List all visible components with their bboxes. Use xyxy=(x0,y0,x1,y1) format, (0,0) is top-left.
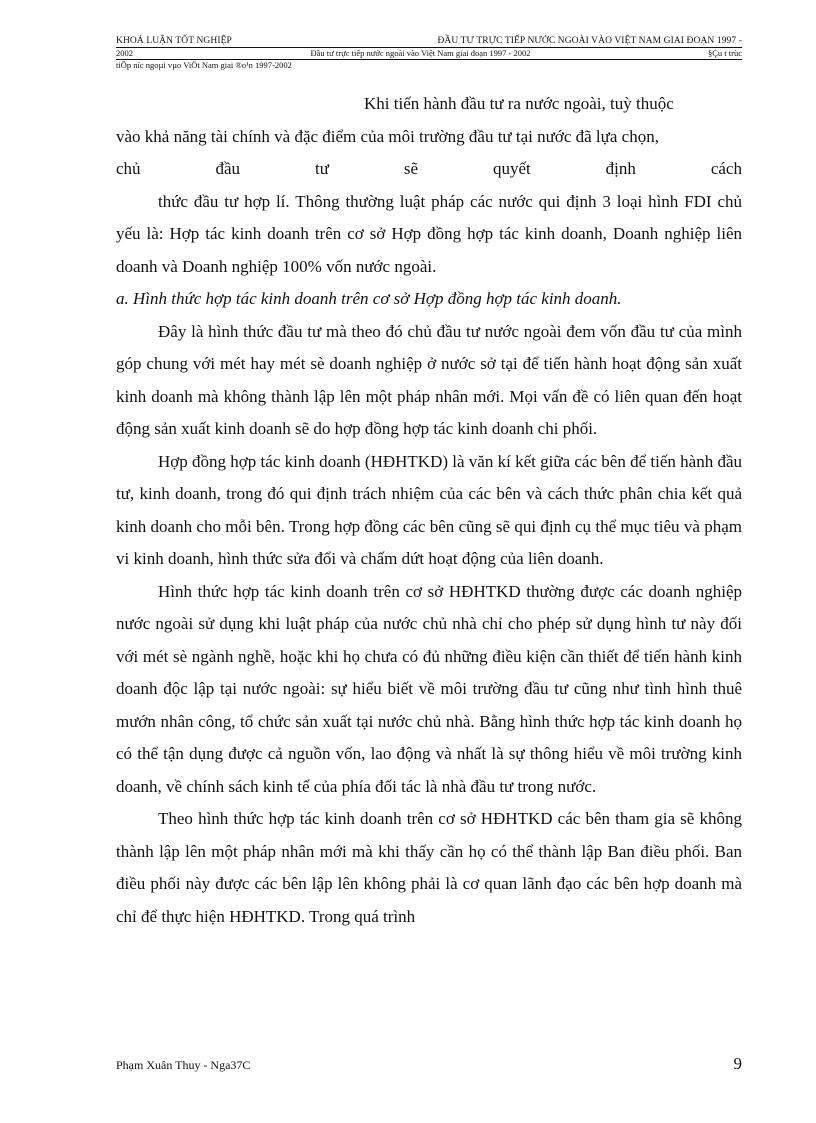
word: chủ xyxy=(116,159,141,178)
header-right-title: ĐẦU TƯ TRỰC TIẾP NƯỚC NGOÀI VÀO VIỆT NAM GIAI ĐOẠN 1997 - xyxy=(437,36,742,46)
header-subtitle: Đầu tư trực tiếp nước ngoài vào Việt Nam giai đoạn 1997 - 2002 xyxy=(310,48,531,58)
word: đầu xyxy=(215,159,241,178)
word: tư xyxy=(314,159,329,178)
paragraph-1-spread-line xyxy=(116,153,742,186)
document-body xyxy=(116,88,742,933)
paragraph-1-line-1: Khi tiến hành đầu tư ra nước ngoài, tuỳ thuộc xyxy=(364,94,674,113)
header-year: 2002 xyxy=(116,48,133,58)
header-garbled-line: tiÕp níc ngoµi vµo ViÖt Nam giai ®o¹n 1997-2002 xyxy=(116,60,292,70)
page-number: 9 xyxy=(733,1054,742,1073)
footer-author: Phạm Xuân Thuy - Nga37C xyxy=(116,1058,251,1072)
header-row xyxy=(116,36,742,48)
header-garbled-text: §Çu t trùc xyxy=(708,48,742,58)
paragraph-2: Đây là hình thức đầu tư mà theo đó chủ đầu tư nước ngoài đem vốn đầu tư của mình góp chung với mét hay mét sè doanh nghiệp ở nước sở tại để tiến hành hoạt động sản xuất kinh doanh mà không thành lập lên một pháp nhân mới. Mọi vấn đề có liên quan đến hoạt động sản xuất kinh doanh sẽ do hợp đồng hợp tác kinh doanh chi phối. xyxy=(116,321,742,438)
page-header xyxy=(116,36,742,71)
paragraph-1-continued: thức đầu tư hợp lí. Thông thường luật pháp các nước qui định 3 loại hình FDI chủ yếu là: Hợp tác kinh doanh trên cơ sở Hợp đồng hợp tác kinh doanh, Doanh nghiệp liên doanh và Doanh nghiệp 100% vốn nước ngoài. xyxy=(116,191,742,276)
paragraph-3: Hợp đồng hợp tác kinh doanh (HĐHTKD) là văn kí kết giữa các bên để tiến hành đầu tư, kinh doanh, trong đó qui định trách nhiệm của các bên và cách thức phân chia kết quả kinh doanh cho mỗi bên. Trong hợp đồng các bên cũng sẽ qui định cụ thể mục tiêu và phạm vi kinh doanh, hình thức sửa đổi và chấm dứt hoạt động của liên doanh. xyxy=(116,451,742,568)
paragraph-1-line-2: vào khả năng tài chính và đặc điểm của môi trường đầu tư tại nước đã lựa chọn, xyxy=(116,126,659,146)
word: quyết xyxy=(492,159,531,178)
paragraph-5: Theo hình thức hợp tác kinh doanh trên cơ sở HĐHTKD các bên tham gia sẽ không thành lập lên một pháp nhân mới mà khi thấy cần họ có thể thành lập Ban điều phối. Ban điều phối này được các bên lập lên không phải là cơ quan lãnh đạo các bên hợp doanh mà chỉ để thực hiện HĐHTKD. Trong quá trình xyxy=(116,809,742,926)
page-footer xyxy=(116,1054,742,1074)
word: sẽ xyxy=(403,159,419,178)
word: cách xyxy=(710,159,742,178)
paragraph-4: Hình thức hợp tác kinh doanh trên cơ sở HĐHTKD thường được các doanh nghiệp nước ngoài sử dụng khi luật pháp của nước chủ nhà chỉ cho phép sử dụng hình tư này đối với mét sè ngành nghề, hoặc khi họ chưa có đủ những điều kiện cần thiết để tiến hành kinh doanh độc lập tại nước ngoài: sự hiểu biết về môi trường đầu tư cũng như tình hình thuê mướn nhân công, tổ chức sản xuất tại nước chủ nhà. Bằng hình thức hợp tác kinh doanh họ có thể tận dụng được cả nguồn vốn, lao động và nhất là sự thông hiểu về môi trường kinh doanh, về chính sách kinh tế của phía đối tác là nhà đầu tư trong nước. xyxy=(116,581,742,796)
header-row-2 xyxy=(116,48,742,60)
section-subheading: a. Hình thức hợp tác kinh doanh trên cơ sở Hợp đồng hợp tác kinh doanh. xyxy=(116,289,622,308)
word: định xyxy=(605,159,636,178)
header-left-title: KHOÁ LUẬN TỐT NGHIỆP xyxy=(116,36,232,46)
